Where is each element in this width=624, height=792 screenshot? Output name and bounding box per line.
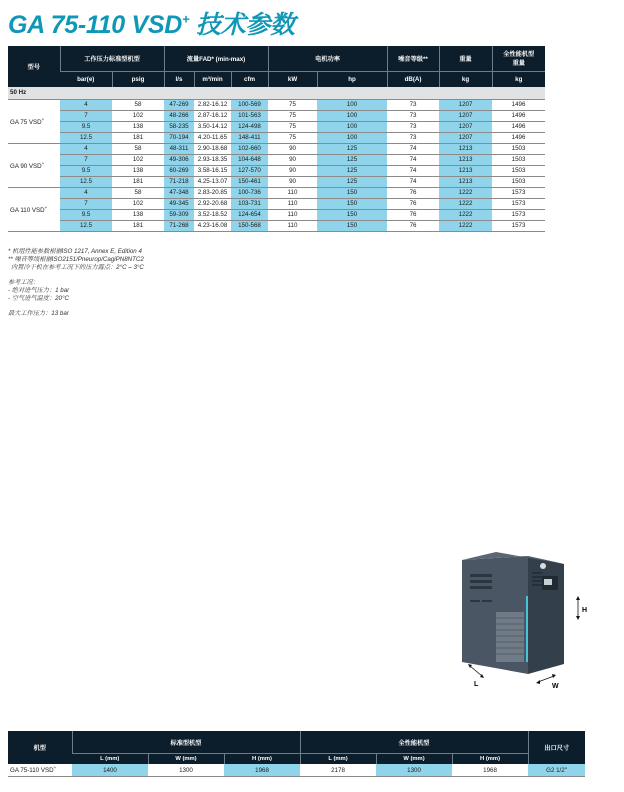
spec-cell: 58	[112, 144, 164, 155]
spec-cell: 7	[60, 155, 112, 166]
spec-cell: 90	[268, 155, 317, 166]
note-max-pressure: 最大工作压力：13 bar	[8, 310, 69, 317]
dim-header-model: 机型	[8, 731, 72, 764]
spec-cell: 150-568	[231, 221, 268, 232]
table-row	[8, 188, 545, 199]
spec-cell: 102-660	[231, 144, 268, 155]
table-row	[8, 177, 545, 188]
spec-cell: 100	[317, 122, 387, 133]
spec-cell: 75	[268, 122, 317, 133]
dim-full-h: 1968	[452, 764, 528, 777]
spec-cell: 1503	[492, 155, 545, 166]
spec-cell: 76	[387, 221, 439, 232]
spec-cell: 49-306	[164, 155, 194, 166]
spec-cell: 60-269	[164, 166, 194, 177]
table-row	[8, 122, 545, 133]
spec-cell: 73	[387, 122, 439, 133]
spec-cell: 1213	[439, 155, 492, 166]
spec-cell: 90	[268, 166, 317, 177]
dim-header-outlet: 出口尺寸	[528, 731, 585, 764]
spec-cell: 181	[112, 177, 164, 188]
spec-table	[8, 46, 545, 232]
table-row	[8, 100, 545, 111]
table-row	[8, 155, 545, 166]
spec-cell: 4.20-11.65	[194, 133, 231, 144]
spec-cell: 1222	[439, 221, 492, 232]
spec-cell: 74	[387, 166, 439, 177]
spec-cell: 75	[268, 133, 317, 144]
spec-cell: 76	[387, 199, 439, 210]
spec-cell: 1213	[439, 177, 492, 188]
spec-cell: 90	[268, 144, 317, 155]
spec-cell: 110	[268, 199, 317, 210]
section-row	[8, 87, 545, 100]
spec-cell: 71-218	[164, 177, 194, 188]
header-weight: 重量	[439, 46, 492, 72]
spec-cell: 1222	[439, 199, 492, 210]
spec-cell: 125	[317, 144, 387, 155]
spec-cell: 1222	[439, 210, 492, 221]
unit-kg: kg	[439, 72, 492, 88]
spec-cell: 100	[317, 133, 387, 144]
spec-cell: 104-648	[231, 155, 268, 166]
header-weight-full: 全性能机型重量	[492, 46, 545, 72]
table-row	[8, 166, 545, 177]
dim-sub-full-w: W (mm)	[376, 754, 452, 765]
spec-cell: 4.25-13.07	[194, 177, 231, 188]
spec-cell: 76	[387, 188, 439, 199]
spec-cell: 58	[112, 100, 164, 111]
spec-cell: 102	[112, 199, 164, 210]
spec-cell: 1503	[492, 177, 545, 188]
spec-cell: 138	[112, 210, 164, 221]
compressor-drawing	[460, 552, 620, 692]
spec-cell: 75	[268, 100, 317, 111]
header-model: 型号	[8, 46, 60, 87]
section-50hz: 50 Hz	[8, 87, 545, 100]
spec-cell: 4.23-16.08	[194, 221, 231, 232]
spec-cell: 138	[112, 122, 164, 133]
spec-cell: 138	[112, 166, 164, 177]
model-cell: GA 90 VSD+	[8, 144, 60, 188]
dimensions-table	[8, 731, 585, 777]
spec-cell: 2.83-20.85	[194, 188, 231, 199]
cooler-grille	[496, 612, 524, 662]
spec-cell: 75	[268, 111, 317, 122]
spec-cell: 73	[387, 111, 439, 122]
spec-cell: 76	[387, 210, 439, 221]
dim-sub-std-w: W (mm)	[148, 754, 224, 765]
dim-w-label: W	[552, 683, 559, 690]
spec-cell: 73	[387, 100, 439, 111]
dim-sub-std-h: H (mm)	[224, 754, 300, 765]
spec-cell: 100-569	[231, 100, 268, 111]
note-dewpoint: 内置冷干机在参考工况下的压力露点：2°C – 3°C	[11, 264, 144, 271]
spec-cell: 102	[112, 155, 164, 166]
spec-cell: 125	[317, 155, 387, 166]
spec-cell: 2.87-16.12	[194, 111, 231, 122]
spec-cell: 1496	[492, 100, 545, 111]
table-row	[8, 210, 545, 221]
spec-cell: 1213	[439, 166, 492, 177]
spec-cell: 49-345	[164, 199, 194, 210]
spec-cell: 58	[112, 188, 164, 199]
spec-cell: 1503	[492, 166, 545, 177]
dim-sub-full-l: L (mm)	[300, 754, 376, 765]
unit-kw: kW	[268, 72, 317, 88]
spec-cell: 48-266	[164, 111, 194, 122]
spec-cell: 3.52-18.52	[194, 210, 231, 221]
spec-cell: 74	[387, 144, 439, 155]
spec-cell: 101-563	[231, 111, 268, 122]
header-power: 电机功率	[268, 46, 387, 72]
footnotes	[8, 248, 144, 318]
spec-cell: 100-736	[231, 188, 268, 199]
unit-hp: hp	[317, 72, 387, 88]
note-ref-temp: - 空气进气温度：20°C	[8, 295, 69, 302]
spec-cell: 58-235	[164, 122, 194, 133]
spec-cell: 1573	[492, 210, 545, 221]
spec-cell: 4	[60, 188, 112, 199]
spec-cell: 127-570	[231, 166, 268, 177]
spec-cell: 47-269	[164, 100, 194, 111]
dim-std-h: 1968	[224, 764, 300, 777]
spec-cell: 4	[60, 100, 112, 111]
table-row	[8, 221, 545, 232]
spec-cell: 1207	[439, 111, 492, 122]
spec-cell: 3.50-14.12	[194, 122, 231, 133]
spec-cell: 124-498	[231, 122, 268, 133]
spec-cell: 150	[317, 221, 387, 232]
spec-cell: 103-731	[231, 199, 268, 210]
unit-dba: dB(A)	[387, 72, 439, 88]
spec-cell: 48-311	[164, 144, 194, 155]
spec-cell: 1207	[439, 122, 492, 133]
spec-cell: 7	[60, 111, 112, 122]
spec-cell: 59-309	[164, 210, 194, 221]
note-noise: ** 噪音等级根据ISO2151/Pneurop/CagiPN8NTC2	[8, 256, 144, 263]
spec-cell: 1207	[439, 133, 492, 144]
spec-cell: 1573	[492, 221, 545, 232]
dim-header-standard: 标准型机型	[72, 731, 300, 754]
unit-bar: bar(e)	[60, 72, 112, 88]
spec-cell: 181	[112, 133, 164, 144]
dim-model-cell: GA 75-110 VSD+	[8, 764, 72, 777]
unit-psig: psig	[112, 72, 164, 88]
spec-cell: 110	[268, 188, 317, 199]
spec-cell: 71-268	[164, 221, 194, 232]
table-row	[8, 133, 545, 144]
spec-cell: 100	[317, 111, 387, 122]
dim-full-w: 1300	[376, 764, 452, 777]
spec-cell: 12.5	[60, 177, 112, 188]
spec-cell: 148-411	[231, 133, 268, 144]
dim-sub-std-l: L (mm)	[72, 754, 148, 765]
spec-cell: 74	[387, 177, 439, 188]
spec-cell: 74	[387, 155, 439, 166]
dim-sub-full-h: H (mm)	[452, 754, 528, 765]
spec-cell: 150-461	[231, 177, 268, 188]
note-ref-pressure: - 绝对进气压力：1 bar	[8, 287, 70, 294]
spec-cell: 47-348	[164, 188, 194, 199]
spec-cell: 73	[387, 133, 439, 144]
spec-cell: 3.58-16.15	[194, 166, 231, 177]
spec-cell: 1496	[492, 133, 545, 144]
spec-cell: 2.82-16.12	[194, 100, 231, 111]
spec-cell: 150	[317, 188, 387, 199]
note-iso1217: * 机组性能参数根据ISO 1217, Annex E, Edition 4	[8, 248, 142, 255]
dim-h-label: H	[582, 607, 588, 614]
spec-cell: 100	[317, 100, 387, 111]
spec-cell: 1222	[439, 188, 492, 199]
spec-cell: 2.90-18.68	[194, 144, 231, 155]
page-title: GA 75-110 VSD+ 技术参数	[8, 11, 295, 39]
note-ref-title: 参考工况：	[8, 279, 39, 286]
header-pressure: 工作压力标准型机型	[60, 46, 164, 72]
model-cell: GA 110 VSD+	[8, 188, 60, 232]
spec-cell: 1496	[492, 111, 545, 122]
spec-cell: 12.5	[60, 221, 112, 232]
spec-cell: 125	[317, 166, 387, 177]
spec-cell: 9.5	[60, 166, 112, 177]
dim-std-l: 1400	[72, 764, 148, 777]
spec-cell: 1207	[439, 100, 492, 111]
spec-cell: 12.5	[60, 133, 112, 144]
spec-cell: 1503	[492, 144, 545, 155]
dim-l-label: L	[474, 681, 479, 688]
spec-cell: 90	[268, 177, 317, 188]
spec-cell: 7	[60, 199, 112, 210]
model-cell: GA 75 VSD+	[8, 100, 60, 144]
brand-logo-icon	[540, 563, 546, 569]
spec-cell: 181	[112, 221, 164, 232]
unit-ls: l/s	[164, 72, 194, 88]
spec-cell: 124-654	[231, 210, 268, 221]
table-row	[8, 111, 545, 122]
spec-cell: 9.5	[60, 122, 112, 133]
spec-cell: 150	[317, 210, 387, 221]
spec-cell: 125	[317, 177, 387, 188]
spec-cell: 2.93-18.35	[194, 155, 231, 166]
spec-cell: 1213	[439, 144, 492, 155]
spec-cell: 1573	[492, 199, 545, 210]
spec-cell: 9.5	[60, 210, 112, 221]
spec-cell: 110	[268, 221, 317, 232]
spec-cell: 1573	[492, 188, 545, 199]
unit-kg-full: kg	[492, 72, 545, 88]
header-fad: 流量FAD* (min-max)	[164, 46, 268, 72]
dim-row	[8, 764, 585, 777]
header-noise: 噪音等级**	[387, 46, 439, 72]
table-row	[8, 199, 545, 210]
spec-cell: 150	[317, 199, 387, 210]
dim-outlet: G2 1/2"	[528, 764, 585, 777]
dim-std-w: 1300	[148, 764, 224, 777]
unit-m3min: m³/min	[194, 72, 231, 88]
spec-cell: 4	[60, 144, 112, 155]
dim-header-full: 全性能机型	[300, 731, 528, 754]
spec-cell: 1496	[492, 122, 545, 133]
spec-cell: 70-194	[164, 133, 194, 144]
table-row	[8, 144, 545, 155]
spec-cell: 2.92-20.68	[194, 199, 231, 210]
spec-cell: 102	[112, 111, 164, 122]
spec-cell: 110	[268, 210, 317, 221]
dim-full-l: 2178	[300, 764, 376, 777]
unit-cfm: cfm	[231, 72, 268, 88]
